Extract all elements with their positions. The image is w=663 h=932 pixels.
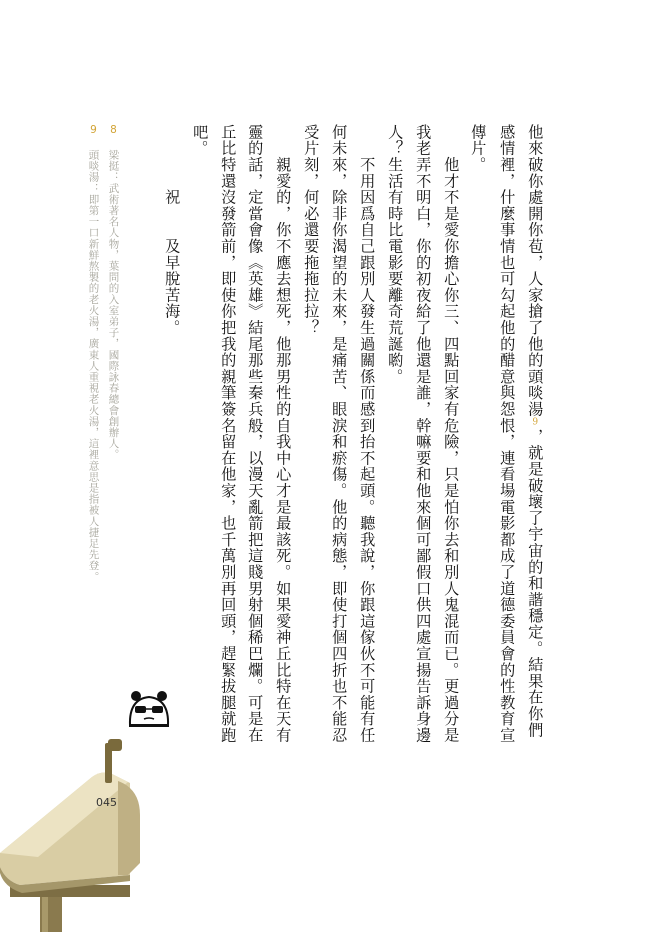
body-column-9: 受片刻，何必還要拖拖拉拉？	[302, 124, 321, 336]
body-column-1	[526, 124, 545, 739]
panda-doodle-icon	[127, 689, 171, 729]
body-column-11: 靈的話，定當會像《英雄》結尾那些秦兵般，以漫天亂箭把這賤男射個稀巴爛。可是在	[246, 124, 265, 744]
footnote-8	[108, 124, 119, 460]
body-column-10: 親愛的，你不應去想死，他那男性的自我中心才是最該死。如果愛神丘比特在天有	[274, 124, 293, 744]
body-column-3: 傳片。	[469, 124, 488, 173]
body-text: ，就是破壞了宇宙的和諧穩定。結果在你們	[526, 428, 545, 739]
footnote-9	[88, 124, 99, 582]
closing-line: 祝 及早脫苦海。	[163, 124, 182, 336]
body-column-4: 他才不是愛你擔心你三、四點回家有危險，只是怕你去和別人鬼混而已。更過分是	[442, 124, 461, 744]
body-column-12: 丘比特還沒發箭前，即使你把我的親筆簽名留在他家，也千萬別再回頭，趕緊拔腿就跑	[219, 124, 238, 744]
mailbox-number: 045	[96, 796, 117, 809]
body-column-7: 不用因爲自己跟別人發生過關係而感到抬不起頭。聽我說，你跟這傢伙不可能有任	[358, 124, 377, 744]
footnote-number: 8	[107, 124, 120, 137]
mailbox-illustration	[0, 735, 175, 932]
body-text: 他來破你處開你苞，人家搶了他的頭啖湯	[526, 124, 545, 418]
footnote-number: 9	[87, 124, 100, 137]
footnote-text: 梁挺：武術著名人物，葉問的入室弟子，國際詠春總會創辦人。	[107, 149, 120, 461]
footnote-ref-9: 9	[530, 417, 541, 429]
body-column-2: 感情裡，什麼事情也可勾起他的醋意與怨恨，連看場電影都成了道德委員會的性教育宣	[498, 124, 517, 744]
footnote-text: 頭啖湯：即第一口新鮮熬製的老火湯，廣東人重視老火湯，這裡意思是指被人捷足先登。	[87, 149, 100, 583]
body-column-8: 何未來，除非你渴望的未來，是痛苦、眼淚和瘀傷。他的病態，即使打個四折也不能忍	[330, 124, 349, 744]
body-column-5: 我老弄不明白，你的初夜給了他還是誰，幹嘛要和他來個可鄙假口供四處宣揚告訴身邊	[414, 124, 433, 744]
body-column-6: 人？生活有時比電影要離奇荒誕喲。	[386, 124, 405, 385]
body-column-13: 吧。	[191, 124, 210, 157]
